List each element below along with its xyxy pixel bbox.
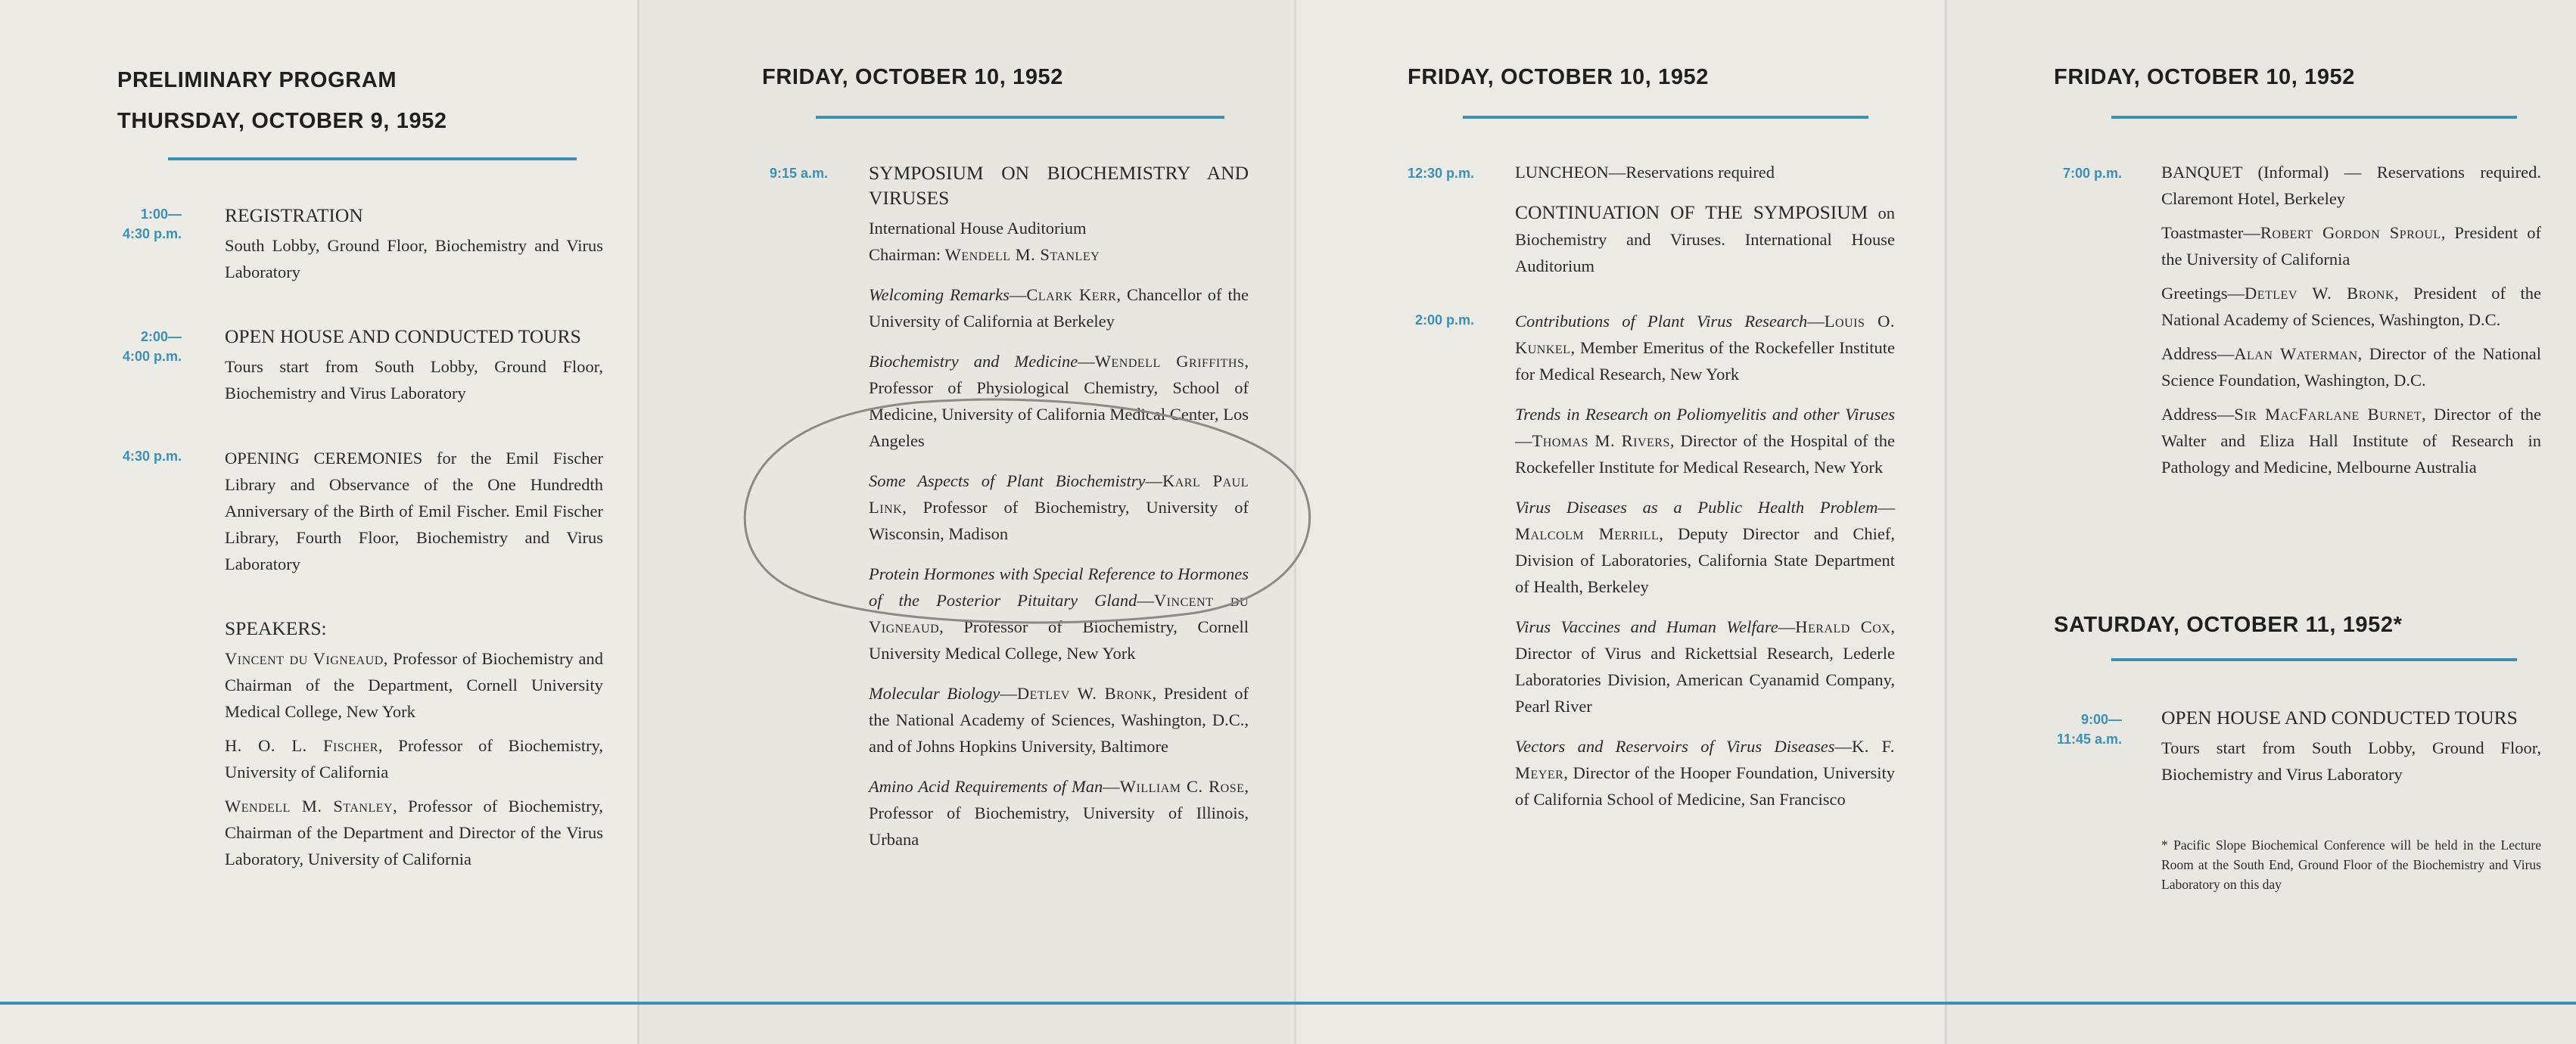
saturday-open-house: OPEN HOUSE AND CONDUCTED TOURS Tours start from South Lobby, Ground Floor, Biochemistry and Virus Laboratory	[2161, 707, 2541, 784]
speaker-entry: Wendell M. Stanley, Professor of Biochemistry, Chairman of the Department and Director of the Virus Laboratory, University of California	[225, 797, 603, 868]
friday-evening-heading: FRIDAY, OCTOBER 10, 1952	[2054, 65, 2355, 89]
time-symposium: 9:15 a.m.	[769, 166, 828, 181]
time-opening-ceremonies: 4:30 p.m.	[122, 449, 182, 464]
time-luncheon: 12:30 p.m.	[1407, 166, 1474, 181]
talk-entry: Protein Hormones with Special Reference to Hormones of the Posterior Pituitary Gland—Vincent du Vigneaud, Professor of Biochemistry, Cornell University Medical College, New York	[869, 564, 1249, 663]
afternoon-talks	[1515, 308, 1895, 826]
talk-entry: Welcoming Remarks—Clark Kerr, Chancellor of the University of California at Berkeley	[869, 285, 1249, 331]
talk-entry: Vectors and Reservoirs of Virus Diseases—K. F. Meyer, Director of the Hooper Foundation, University of California School of Medicine, San Francisco	[1515, 737, 1895, 809]
open-house-item: OPEN HOUSE AND CONDUCTED TOURS Tours start from South Lobby, Ground Floor, Biochemistry and Virus Laboratory	[225, 325, 603, 402]
talk-entry: Virus Vaccines and Human Welfare—Herald Cox, Director of Virus and Rickettsial Research, Lederle Laboratories Division, American Cyanamid Company, Pearl River	[1515, 617, 1895, 716]
saturday-heading: SATURDAY, OCTOBER 11, 1952*	[2054, 613, 2403, 637]
heading-rule	[2111, 658, 2517, 661]
greetings-entry: Greetings—Detlev W. Bronk, President of the National Academy of Sciences, Washington, D.C.	[2161, 284, 2541, 329]
talk-entry: Contributions of Plant Virus Research—Louis O. Kunkel, Member Emeritus of the Rockefeller Institute for Medical Research, New York	[1515, 312, 1895, 384]
symposium-location: International House Auditorium	[869, 219, 1087, 238]
toastmaster-entry: Toastmaster—Robert Gordon Sproul, President of the University of California	[2161, 223, 2541, 269]
talk-entry: Amino Acid Requirements of Man—William C. Rose, Professor of Biochemistry, University of Illinois, Urbana	[869, 777, 1249, 849]
talk-entry: Molecular Biology—Detlev W. Bronk, President of the National Academy of Sciences, Washington, D.C., and of Johns Hopkins University, Baltimore	[869, 684, 1249, 756]
friday-heading: FRIDAY, OCTOBER 10, 1952	[1408, 65, 1709, 89]
symposium-section: SYMPOSIUM ON BIOCHEMISTRY AND VIRUSES International House Auditorium Chairman: Wendell M. Stanley Welcoming Remarks—Clark Kerr, Chancellor of the University of California at Berkeley Biochemistry and Medicine—Wendell Griffiths, Professor of Physiological Chemistry, School of Medicine, University of California Medical Center, Los Angeles Some Aspects of Plant Biochemistry—Karl Paul Link, Professor of Biochemistry, University of Wisconsin, Madison Protein Hormones with Special Reference to Hormones of the Posterior Pituitary Gland—Vincent du Vigneaud, Professor of Biochemistry, Cornell University Medical College, New York Molecular Biology—Detlev W. Bronk, President of the National Academy of Sciences, Washington, D.C., and of Johns Hopkins University, Baltimore Amino Acid Requirements of Man—William C. Rose, Professor of Biochemistry, University of Illinois, Urbana	[869, 160, 1249, 866]
talk-entry: Some Aspects of Plant Biochemistry—Karl Paul Link, Professor of Biochemistry, University of Wisconsin, Madison	[869, 471, 1249, 543]
talk-entry: Trends in Research on Poliomyelitis and other Viruses—Thomas M. Rivers, Director of the Hospital of the Rockefeller Institute for Medical Research, New York	[1515, 405, 1895, 477]
fold-line	[637, 0, 639, 1044]
speaker-entry: H. O. L. Fischer, Professor of Biochemistry, University of California	[225, 736, 603, 781]
bottom-rule	[0, 1002, 2576, 1005]
thursday-heading: THURSDAY, OCTOBER 9, 1952	[117, 109, 447, 133]
time-banquet: 7:00 p.m.	[2062, 166, 2122, 181]
heading-rule	[816, 116, 1224, 119]
symposium-title: SYMPOSIUM ON BIOCHEMISTRY AND VIRUSES	[869, 162, 1249, 209]
talk-entry: Biochemistry and Medicine—Wendell Griffiths, Professor of Physiological Chemistry, School of Medicine, University of California Medical Center, Los Angeles	[869, 352, 1249, 450]
pencil-circle-annotation	[726, 386, 1332, 635]
heading-rule	[168, 157, 577, 160]
banquet-item: BANQUET (Informal) — Reservations required. Claremont Hotel, Berkeley	[2161, 163, 2541, 208]
opening-ceremonies-item: OPENING CEREMONIES for the Emil Fischer Library and Observance of the One Hundredth Anniversary of the Birth of Emil Fischer. Emil Fischer Library, Fourth Floor, Biochemistry and Virus Laboratory	[225, 449, 603, 573]
registration-item: REGISTRATION South Lobby, Ground Floor, Biochemistry and Virus Laboratory	[225, 204, 603, 281]
talk-entry: Virus Diseases as a Public Health Problem—Malcolm Merrill, Deputy Director and Chief, Division of Laboratories, California State Department of Health, Berkeley	[1515, 498, 1895, 596]
fold-line	[1945, 0, 1947, 1044]
time-saturday: 9:00— 11:45 a.m.	[2056, 712, 2122, 747]
heading-rule	[2111, 116, 2517, 119]
heading-rule	[1463, 116, 1868, 119]
speakers-section	[225, 616, 603, 880]
banquet-section	[2161, 159, 2541, 488]
speaker-entry: Vincent du Vigneaud, Professor of Biochemistry and Chairman of the Department, Cornell University Medical College, New York	[225, 649, 603, 721]
time-registration: 1:00— 4:30 p.m.	[122, 207, 182, 241]
time-open-house: 2:00— 4:00 p.m.	[122, 329, 182, 364]
friday-heading: FRIDAY, OCTOBER 10, 1952	[762, 65, 1063, 89]
program-title: PRELIMINARY PROGRAM	[117, 68, 397, 92]
time-afternoon-session: 2:00 p.m.	[1414, 312, 1474, 328]
speakers-title: SPEAKERS:	[225, 617, 327, 639]
address-entry: Address—Alan Waterman, Director of the National Science Foundation, Washington, D.C.	[2161, 344, 2541, 390]
address-entry: Address—Sir MacFarlane Burnet, Director of the Walter and Eliza Hall Institute of Research in Pathology and Medicine, Melbourne Australia	[2161, 405, 2541, 477]
footnote: * Pacific Slope Biochemical Conference will be held in the Lecture Room at the South End, Ground Floor of the Biochemistry and Virus Laboratory on this day	[2161, 837, 2541, 892]
luncheon-item: LUNCHEON—Reservations required CONTINUATION OF THE SYMPOSIUM on Biochemistry and Viruses. International House Auditorium	[1515, 163, 1895, 275]
